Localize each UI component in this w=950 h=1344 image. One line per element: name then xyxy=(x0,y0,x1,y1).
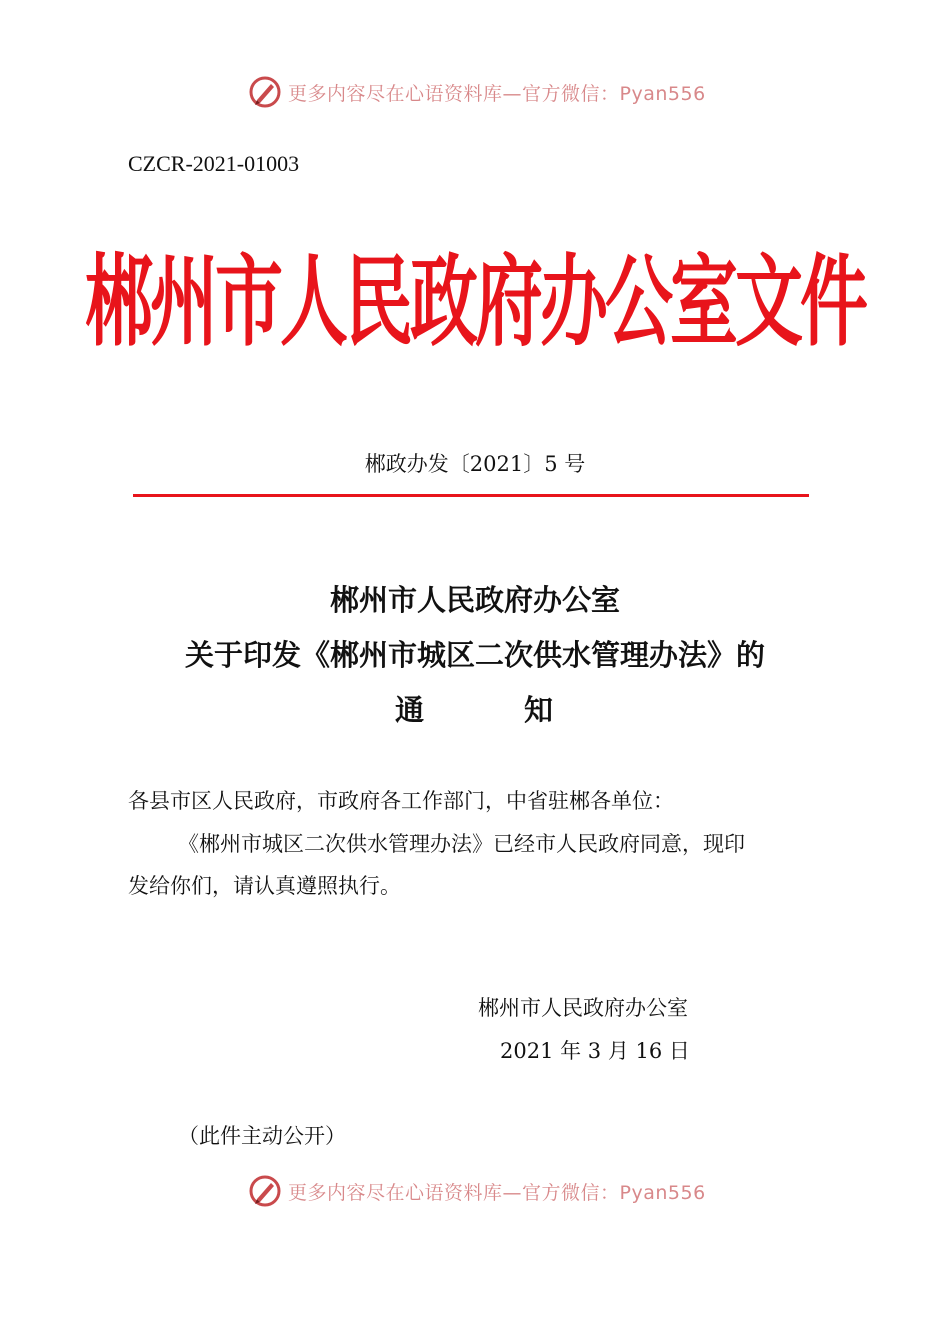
body-line-1: 《郴州市城区二次供水管理办法》已经市人民政府同意，现印 xyxy=(178,832,745,856)
title-line-1: 郴州市人民政府办公室 xyxy=(329,583,620,617)
title-word-tong: 通 xyxy=(395,693,425,727)
title-word-zhi: 知 xyxy=(524,693,554,727)
watermark-text: 更多内容尽在心语资料库—官方微信：Pyan556 xyxy=(288,1181,706,1204)
document-masthead xyxy=(0,244,950,364)
pen-logo-icon xyxy=(248,75,282,109)
watermark-bottom xyxy=(248,1173,706,1209)
document-code: CZCR-2021-01003 xyxy=(128,151,300,176)
watermark-top xyxy=(248,74,706,110)
addressee: 各县市区人民政府，市政府各工作部门，中省驻郴各单位： xyxy=(128,789,674,813)
masthead-text: 郴州市人民政府办公室文件 xyxy=(84,246,865,361)
signature-date: 2021 年 3 月 16 日 xyxy=(500,1039,690,1063)
title-line-2: 关于印发《郴州市城区二次供水管理办法》的 xyxy=(184,638,765,672)
signature-organization: 郴州市人民政府办公室 xyxy=(478,996,688,1020)
body-line-2: 发给你们，请认真遵照执行。 xyxy=(128,874,401,898)
red-divider xyxy=(133,494,809,497)
public-disclosure-note: （此件主动公开） xyxy=(178,1124,346,1148)
watermark-text: 更多内容尽在心语资料库—官方微信：Pyan556 xyxy=(288,82,706,105)
pen-logo-icon xyxy=(248,1174,282,1208)
document-number: 郴政办发〔2021〕5 号 xyxy=(364,452,586,476)
